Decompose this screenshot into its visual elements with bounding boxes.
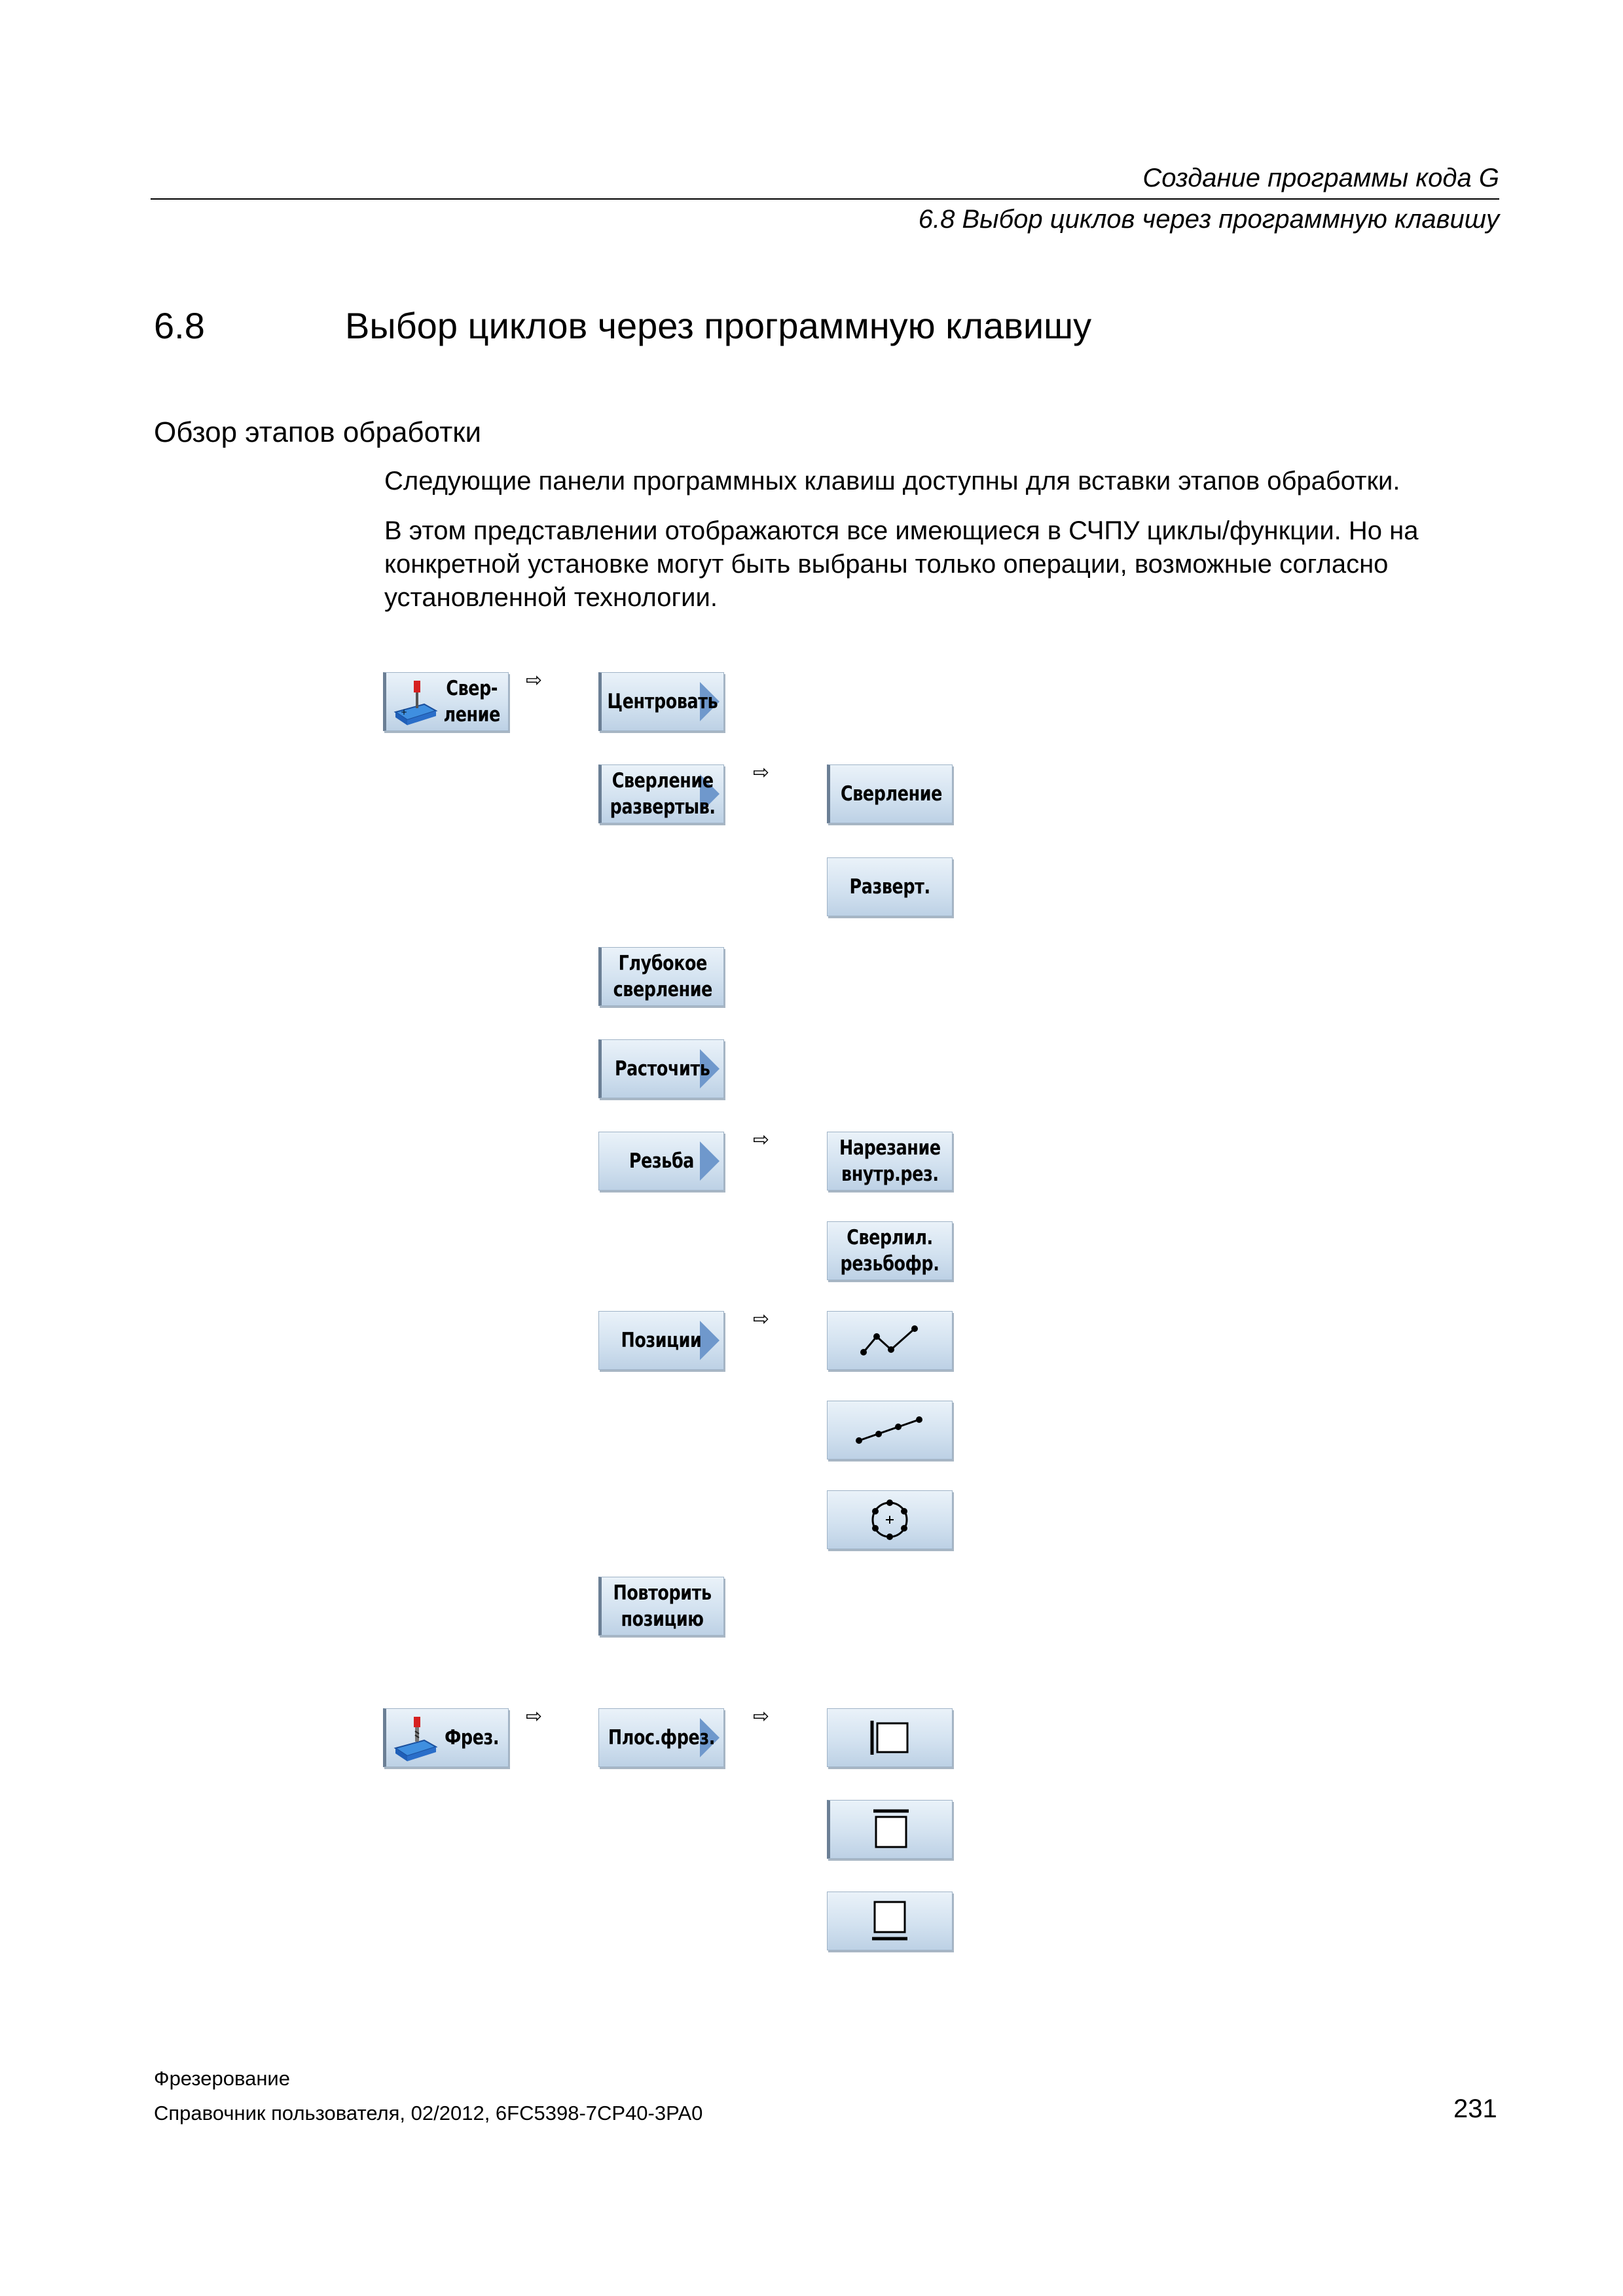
face-mill-bottom-icon: [867, 1898, 913, 1944]
face-milling-label: Плос.фрез.: [608, 1726, 715, 1749]
positions-any-softkey[interactable]: [827, 1311, 953, 1370]
drill-thread-mill-softkey[interactable]: [827, 1221, 953, 1280]
deep-drilling-softkey[interactable]: [598, 947, 724, 1006]
milling-softkey[interactable]: [383, 1708, 509, 1767]
deep-drilling-label: Глубокое сверление: [613, 952, 712, 1001]
face-top-softkey[interactable]: [827, 1800, 953, 1859]
paragraph-intro: Следующие панели программных клавиш доступны для вставки этапов обработки.: [384, 467, 1400, 495]
running-header-section: 6.8 Выбор циклов через программную клавишу: [918, 205, 1499, 234]
boring-softkey[interactable]: [598, 1039, 724, 1098]
thread-label: Резьба: [629, 1149, 694, 1173]
drilling-sub-label: Сверление: [840, 782, 942, 806]
boring-label: Расточить: [615, 1057, 710, 1081]
thread-softkey[interactable]: [598, 1132, 724, 1191]
reaming-softkey[interactable]: [827, 857, 953, 916]
positions-any-icon: [857, 1321, 922, 1360]
drill-ream-softkey[interactable]: [598, 764, 724, 823]
drilling-sub-softkey[interactable]: [827, 764, 953, 823]
section-number: 6.8: [154, 305, 205, 346]
drilling-icon: [393, 678, 439, 726]
face-milling-softkey[interactable]: [598, 1708, 724, 1767]
page-number: 231: [1453, 2094, 1497, 2123]
paragraph-note: В этом представлении отображаются все имеющиеся в СЧПУ циклы/функции. Но на конкретной установке могут быть выбраны только операции, возможные согласно установленной технологии.: [384, 516, 1419, 612]
tapping-softkey[interactable]: [827, 1132, 953, 1191]
arrow-positions: ⇨: [753, 1308, 770, 1331]
face-bottom-softkey[interactable]: [827, 1892, 953, 1950]
svg-text:+: +: [401, 708, 408, 717]
centering-label: Центровать: [607, 690, 718, 713]
chevron-right-icon: [700, 1321, 720, 1360]
milling-icon: [393, 1714, 439, 1763]
face-mill-left-icon: [867, 1718, 913, 1757]
repeat-position-label: Повторить позицию: [613, 1581, 712, 1631]
arrow-drill-ream: ⇨: [753, 761, 770, 784]
reaming-label: Разверт.: [849, 875, 930, 899]
repeat-position-softkey[interactable]: [598, 1577, 724, 1636]
face-left-softkey[interactable]: [827, 1708, 953, 1767]
arrow-drilling: ⇨: [526, 669, 543, 692]
positions-softkey[interactable]: [598, 1311, 724, 1370]
header-rule: [151, 198, 1499, 200]
drill-ream-label: Сверление развертыв.: [610, 769, 716, 819]
face-mill-top-icon: [868, 1806, 914, 1852]
chevron-right-icon: [700, 1141, 720, 1181]
subsection-title: Обзор этапов обработки: [154, 416, 482, 448]
drilling-label: Свер- ление: [443, 677, 501, 726]
arrow-thread: ⇨: [753, 1128, 770, 1151]
arrow-milling: ⇨: [526, 1705, 543, 1728]
positions-line-icon: [854, 1410, 926, 1450]
running-header-chapter: Создание программы кода G: [1142, 164, 1499, 192]
section-title: Выбор циклов через программную клавишу: [345, 305, 1092, 346]
footer-manual: Справочник пользователя, 02/2012, 6FC5398-7CP40-3PA0: [154, 2102, 703, 2125]
tapping-label: Нарезание внутр.рез.: [839, 1136, 941, 1186]
positions-line-softkey[interactable]: [827, 1401, 953, 1460]
positions-circle-icon: [864, 1494, 916, 1546]
positions-circle-softkey[interactable]: [827, 1490, 953, 1549]
drill-thread-mill-label: Сверлил. резьбофр.: [840, 1226, 939, 1276]
footer-product: Фрезерование: [154, 2067, 290, 2090]
drilling-softkey[interactable]: [383, 672, 509, 731]
centering-softkey[interactable]: [598, 672, 724, 731]
milling-label: Фрез.: [445, 1726, 500, 1749]
positions-label: Позиции: [621, 1329, 702, 1352]
arrow-face-milling: ⇨: [753, 1705, 770, 1728]
